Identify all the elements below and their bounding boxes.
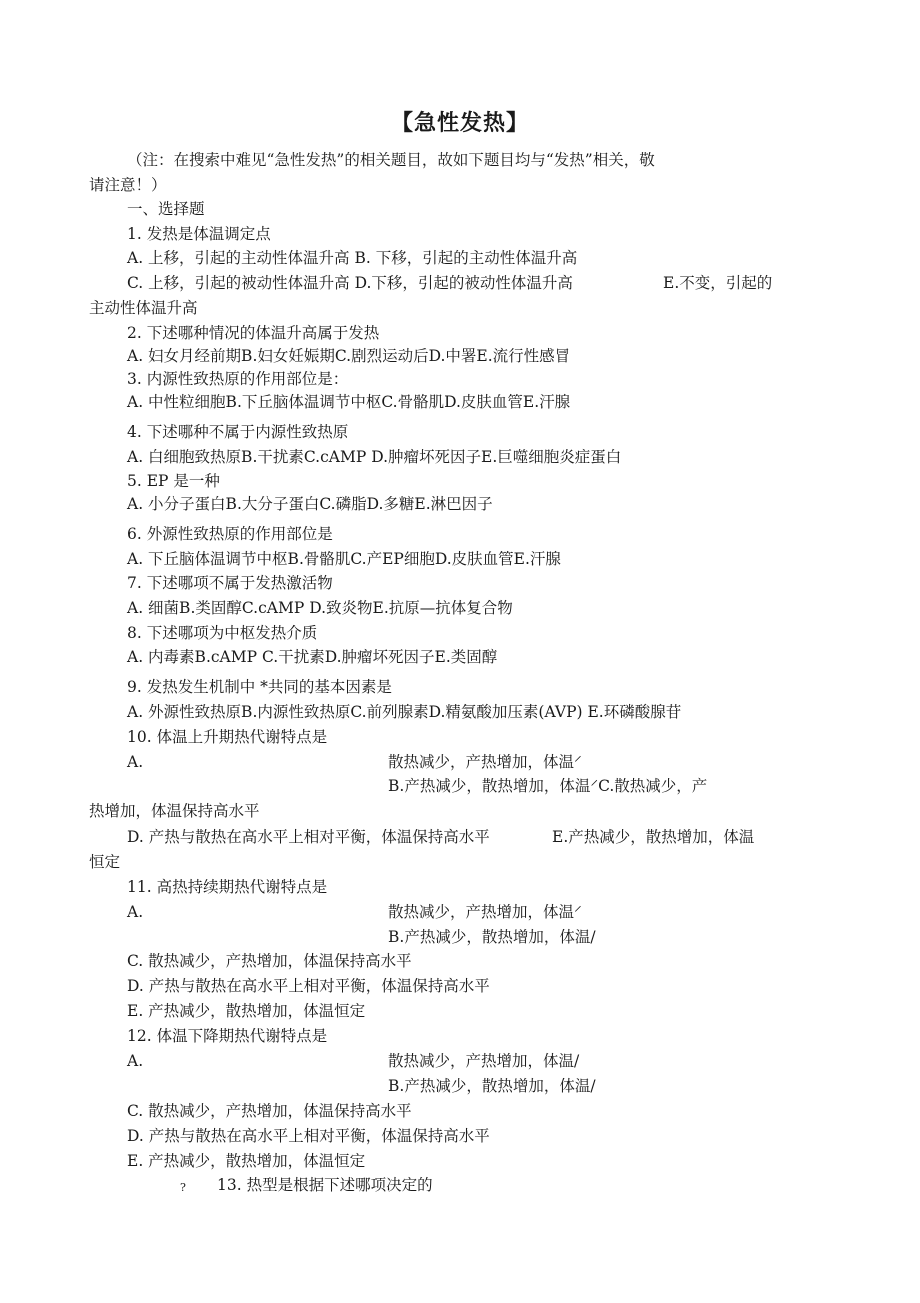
question-10-option-e-continued: 恒定 — [89, 853, 121, 871]
question-8-options: A. 内毒素B.cAMP C.干扰素D.肿瘤坏死因子E.类固醇 — [127, 648, 498, 666]
question-2-options: A. 妇女月经前期B.妇女妊娠期C.剧烈运动后D.中署E.流行性感冒 — [127, 347, 571, 365]
question-8-stem: 8. 下述哪项为中枢发热介质 — [127, 624, 318, 642]
question-6-stem: 6. 外源性致热原的作用部位是 — [127, 525, 333, 543]
question-11-option-a: 散热减少，产热增加，体温⸍ — [388, 903, 582, 921]
section-heading: 一、选择题 — [127, 200, 205, 218]
question-1-stem: 1. 发热是体温调定点 — [127, 225, 271, 243]
question-13-marker: ? — [180, 1181, 186, 1194]
question-10-option-e: E.产热减少，散热增加，体温 — [552, 828, 755, 846]
question-11-stem: 11. 高热持续期热代谢特点是 — [127, 878, 328, 896]
question-1-options-line-1: A. 上移，引起的主动性体温升高 B. 下移，引起的主动性体温升高 — [127, 249, 578, 267]
question-12-option-b: B.产热减少，散热增加，体温/ — [388, 1077, 596, 1095]
question-6-options: A. 下丘脑体温调节中枢B.骨骼肌C.产EP细胞D.皮肤血管E.汗腺 — [127, 550, 561, 568]
question-10-option-b-c: B.产热减少，散热增加，体温⸍C.散热减少，产 — [388, 777, 708, 795]
question-10-option-a: 散热减少，产热增加，体温⸍ — [388, 753, 582, 771]
note-line-2: 请注意！） — [89, 176, 167, 194]
question-3-options: A. 中性粒细胞B.下丘脑体温调节中枢C.骨骼肌D.皮肤血管E.汗腺 — [127, 393, 571, 411]
note-line-1: （注：在搜索中难见“急性发热”的相关题目，故如下题目均与“发热”相关，敬 — [127, 151, 655, 169]
question-12-stem: 12. 体温下降期热代谢特点是 — [127, 1027, 328, 1045]
question-3-stem: 3. 内源性致热原的作用部位是： — [127, 370, 349, 388]
question-1-options-line-2: C. 上移，引起的被动性体温升高 D.下移，引起的被动性体温升高 — [127, 274, 573, 292]
question-10-option-d: D. 产热与散热在高水平上相对平衡，体温保持高水平 — [127, 828, 490, 846]
question-10-option-a-label: A. — [127, 753, 144, 771]
question-12-option-a: 散热减少，产热增加，体温/ — [388, 1052, 580, 1070]
question-11-option-c: C. 散热减少，产热增加，体温保持高水平 — [127, 952, 412, 970]
question-12-option-e: E. 产热减少，散热增加，体温恒定 — [127, 1152, 366, 1170]
question-5-options: A. 小分子蛋白B.大分子蛋白C.磷脂D.多糖E.淋巴因子 — [127, 495, 493, 513]
question-10-option-c-continued: 热增加，体温保持高水平 — [89, 802, 260, 820]
question-1-options-line-3: 主动性体温升高 — [89, 299, 198, 317]
question-12-option-c: C. 散热减少，产热增加，体温保持高水平 — [127, 1102, 412, 1120]
question-11-option-e: E. 产热减少，散热增加，体温恒定 — [127, 1002, 366, 1020]
question-9-options: A. 外源性致热原B.内源性致热原C.前列腺素D.精氨酸加压素(AVP) E.环磷酸腺苷 — [127, 703, 682, 721]
question-12-option-a-label: A. — [127, 1052, 144, 1070]
question-11-option-b: B.产热减少，散热增加，体温/ — [388, 928, 596, 946]
question-4-options: A. 白细胞致热原B.干扰素C.cAMP D.肿瘤坏死因子E.巨噬细胞炎症蛋白 — [127, 448, 622, 466]
page-title: 【急性发热】 — [390, 111, 529, 136]
question-7-options: A. 细菌B.类固醇C.cAMP D.致炎物E.抗原—抗体复合物 — [127, 599, 513, 617]
question-9-stem: 9. 发热发生机制中 *共同的基本因素是 — [127, 678, 392, 696]
question-1-option-e: E.不变，引起的 — [663, 274, 773, 292]
question-13-stem: 13. 热型是根据下述哪项决定的 — [217, 1176, 433, 1194]
question-7-stem: 7. 下述哪项不属于发热激活物 — [127, 574, 333, 592]
question-12-option-d: D. 产热与散热在高水平上相对平衡，体温保持高水平 — [127, 1127, 490, 1145]
question-4-stem: 4. 下述哪种不属于内源性致热原 — [127, 423, 349, 441]
question-2-stem: 2. 下述哪种情况的体温升高属于发热 — [127, 324, 380, 342]
question-11-option-a-label: A. — [127, 903, 144, 921]
question-10-stem: 10. 体温上升期热代谢特点是 — [127, 728, 328, 746]
question-5-stem: 5. EP 是一种 — [127, 472, 220, 490]
question-11-option-d: D. 产热与散热在高水平上相对平衡，体温保持高水平 — [127, 977, 490, 995]
